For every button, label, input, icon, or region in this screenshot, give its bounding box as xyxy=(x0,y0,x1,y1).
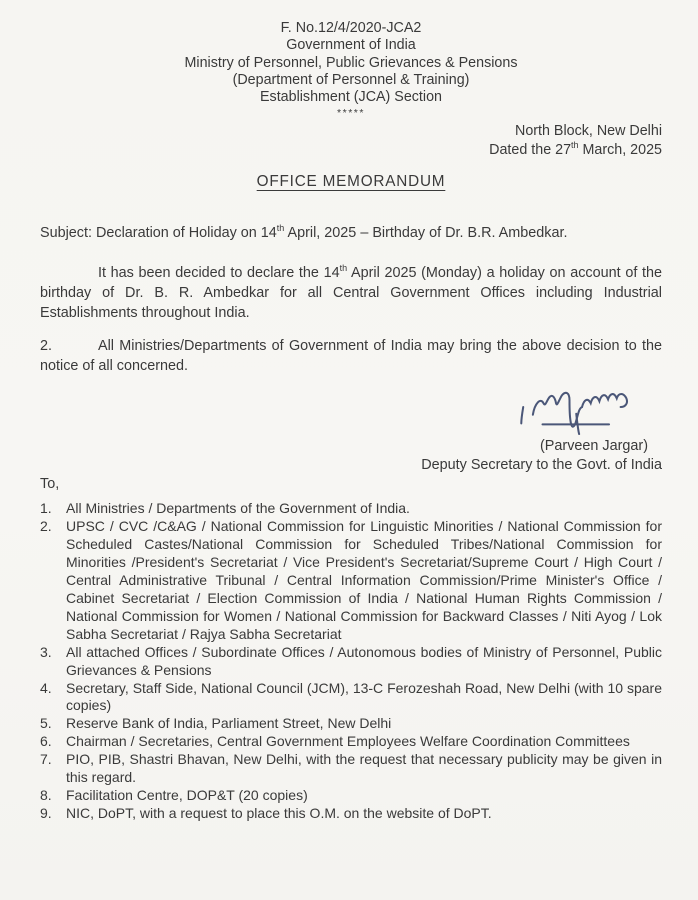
dateline-block xyxy=(40,122,662,159)
recipient-number: 6. xyxy=(40,733,52,750)
recipient-number: 4. xyxy=(40,679,52,696)
paragraph-1-text: It has been decided to declare the 14 xyxy=(98,265,340,282)
recipient-row xyxy=(40,518,662,643)
recipient-text: Reserve Bank of India, Parliament Street, New Delhi xyxy=(66,715,392,732)
recipient-row xyxy=(40,715,662,733)
date-ordinal-suffix: th xyxy=(571,140,579,151)
recipient-number: 9. xyxy=(40,804,52,821)
recipient-text: UPSC / CVC /C&AG / National Commission for Linguistic Minorities / National Commission for Scheduled Castes/National Commission for Scheduled Tribes/National Commission for Minorities /President's Secretariat / Vice President's Secretariat/Supreme Court / High Court / Central Administrative Tribunal / Central Information Commission/Prime Minister's Office / Cabinet Secretariat / Election Commission of India / National Human Rights Commission / National Commission for Women / National Commission for Backward Classes / Niti Ayog / Lok Sabha Secretariat / Rajya Sabha Secretariat xyxy=(66,518,662,642)
date-line xyxy=(40,141,662,160)
recipient-number: 8. xyxy=(40,786,52,803)
recipient-number: 7. xyxy=(40,751,52,768)
recipient-row xyxy=(40,787,662,805)
recipient-row xyxy=(40,733,662,751)
recipient-row xyxy=(40,680,662,716)
paragraph-1-ordinal-suffix: th xyxy=(339,263,348,274)
date-text: Dated the 27 xyxy=(489,141,572,158)
org-line-section: Establishment (JCA) Section xyxy=(260,89,442,106)
subject-text: Subject: Declaration of Holiday on 14 xyxy=(40,225,277,242)
body-paragraph-1 xyxy=(40,264,662,323)
recipient-number: 3. xyxy=(40,643,52,660)
recipient-list xyxy=(40,500,662,822)
recipient-text: PIO, PIB, Shastri Bhavan, New Delhi, with the request that necessary publicity may be given in this regard. xyxy=(66,751,662,786)
recipient-number: 2. xyxy=(40,518,52,535)
paragraph-1-text-tail: April 2025 (Monday) a holiday on account of the birthday of Dr. B. R. Ambedkar for all Central Government Offices including Industrial Establishments throughout India. xyxy=(40,265,662,322)
org-line-department: (Department of Personnel & Training) xyxy=(232,71,470,88)
file-number: F. No.12/4/2020-JCA2 xyxy=(280,20,422,36)
recipient-text: Secretary, Staff Side, National Council (JCM), 13-C Ferozeshah Road, New Delhi (with 10 spare copies) xyxy=(66,679,662,714)
place-line: North Block, New Delhi xyxy=(515,123,662,140)
recipient-row xyxy=(40,500,662,518)
paragraph-2-text: All Ministries/Departments of Government of India may bring the above decision to the notice of all concerned. xyxy=(40,337,662,374)
memo-title: OFFICE MEMORANDUM xyxy=(256,173,446,191)
recipient-number: 5. xyxy=(40,715,52,732)
subject-text-tail: April, 2025 – Birthday of Dr. B.R. Ambedkar. xyxy=(284,225,568,242)
recipient-text: Chairman / Secretaries, Central Government Employees Welfare Coordination Committees xyxy=(66,733,630,750)
recipient-row xyxy=(40,805,662,823)
stars-separator: ***** xyxy=(337,107,365,120)
signatory-designation: Deputy Secretary to the Govt. of India xyxy=(421,457,662,474)
subject-line xyxy=(40,224,662,243)
recipient-row xyxy=(40,751,662,787)
paragraph-2-number: 2. xyxy=(40,337,53,354)
recipient-text: All Ministries / Departments of the Government of India. xyxy=(66,500,410,517)
recipient-text: All attached Offices / Subordinate Offices / Autonomous bodies of Ministry of Personnel, Public Grievances & Pensions xyxy=(66,643,662,678)
body-paragraph-2 xyxy=(40,337,662,377)
signature-scribble-icon xyxy=(512,381,654,435)
date-text-tail: March, 2025 xyxy=(578,141,662,158)
recipient-text: NIC, DoPT, with a request to place this O.M. on the website of DoPT. xyxy=(66,804,492,821)
signature-block xyxy=(40,381,662,435)
recipient-number: 1. xyxy=(40,500,52,517)
recipient-text: Facilitation Centre, DOP&T (20 copies) xyxy=(66,786,308,803)
recipient-row xyxy=(40,644,662,680)
subject-ordinal-suffix: th xyxy=(276,223,285,234)
letterhead xyxy=(40,20,662,120)
org-line-government: Government of India xyxy=(286,37,416,54)
org-line-ministry: Ministry of Personnel, Public Grievances & Pensions xyxy=(184,54,518,71)
signatory-name: (Parveen Jargar) xyxy=(540,438,648,455)
to-label: To, xyxy=(40,476,60,493)
